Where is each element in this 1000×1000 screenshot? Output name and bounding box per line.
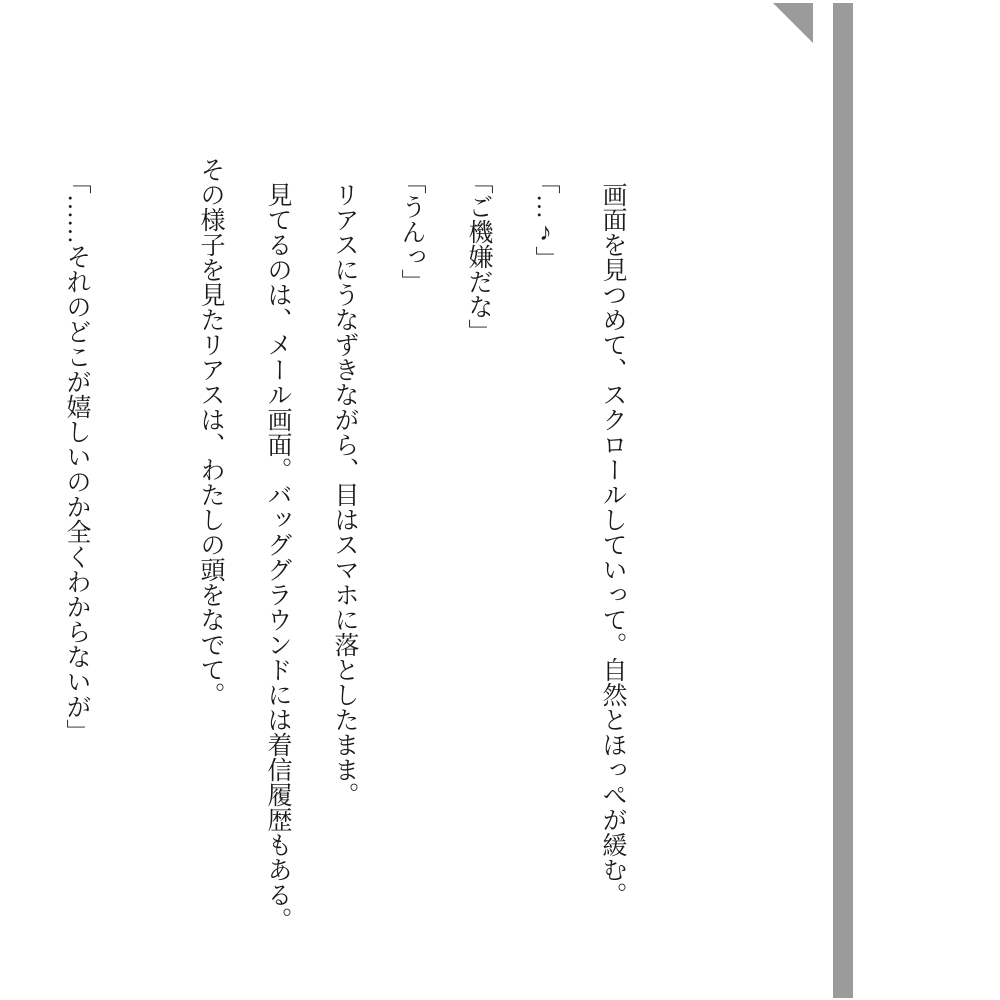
paragraph-line: 画面を見つめて、スクロールしていって。自然とほっぺが緩む。	[599, 157, 626, 907]
scrollbar[interactable]	[833, 3, 853, 998]
paragraph-line: 「ご機嫌だな」	[465, 169, 492, 344]
paragraph-line: 「うんっ」	[398, 169, 425, 294]
paragraph-line: リアスにうなずきながら、目はスマホに落としたまま。	[331, 157, 358, 807]
paragraph-line: その様子を見たリアスは、わたしの頭をなでて。	[197, 157, 224, 707]
paragraph-line: 「…♪」	[532, 169, 559, 271]
text-block	[43, 157, 646, 982]
paragraph-line: 「……それのどこが嬉しいのか全くわからないが」	[63, 169, 90, 744]
paragraph-line: 見てるのは、メール画面。バッググラウンドには着信履歴もある。	[264, 157, 291, 932]
page-corner-icon	[773, 3, 813, 43]
